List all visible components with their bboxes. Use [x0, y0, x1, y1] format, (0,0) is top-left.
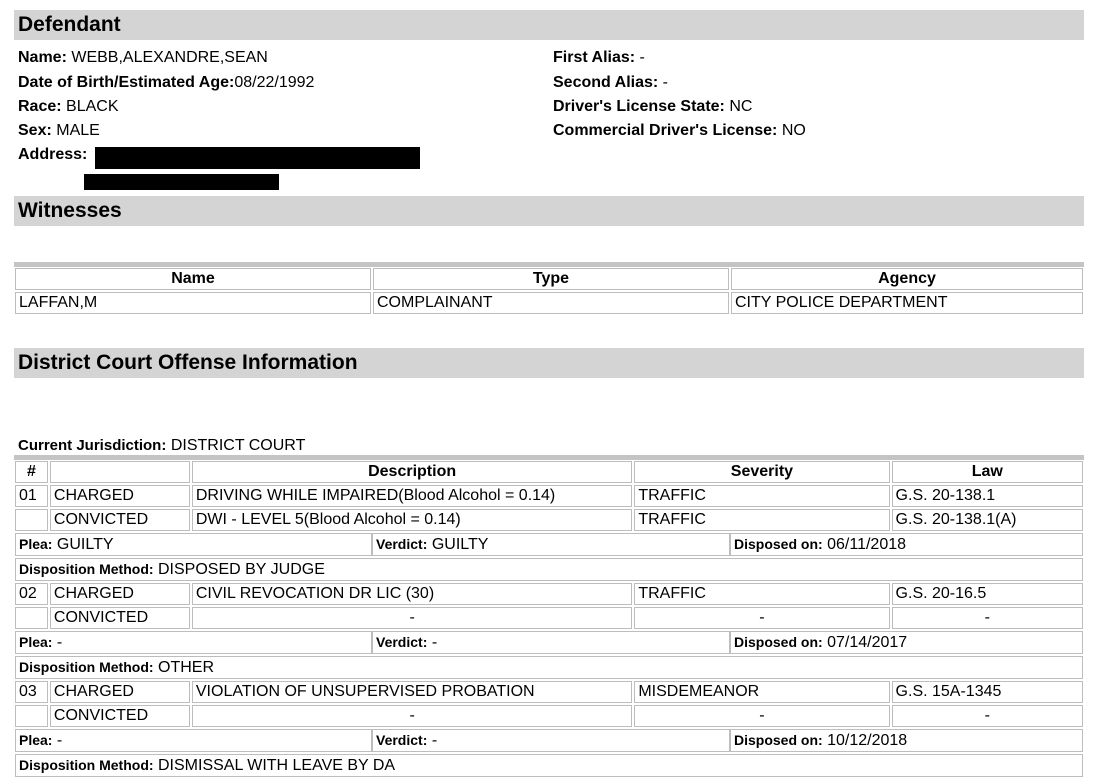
charged-label: CHARGED: [50, 583, 190, 605]
plea-verdict-cell: [15, 729, 1083, 752]
sex-label: Sex:: [18, 122, 52, 139]
col-header-status: [50, 461, 190, 483]
witness-name: LAFFAN,M: [15, 292, 371, 314]
plea-cell: [15, 729, 372, 752]
plea-cell: [15, 533, 372, 556]
plea-verdict-cell: [15, 631, 1083, 654]
convicted-law: G.S. 20-138.1(A): [892, 509, 1083, 531]
verdict-cell: [372, 729, 730, 752]
convicted-label: CONVICTED: [50, 509, 190, 531]
race-label: Race:: [18, 98, 62, 115]
convicted-severity: -: [634, 705, 889, 727]
plea-verdict-table: [15, 533, 1083, 556]
verdict-cell: [372, 533, 730, 556]
first-alias-label: First Alias:: [553, 49, 636, 66]
witness-table: [13, 266, 1085, 316]
jurisdiction-label: Current Jurisdiction:: [18, 437, 167, 454]
method-label: Disposition Method:: [19, 659, 154, 675]
col-header-num: #: [15, 461, 48, 483]
plea-value: -: [56, 634, 63, 651]
charged-description: VIOLATION OF UNSUPERVISED PROBATION: [192, 681, 632, 703]
plea-label: Plea:: [19, 634, 53, 650]
disposed-value: 10/12/2018: [827, 732, 908, 749]
col-header-name: Name: [15, 268, 371, 290]
offense-number: 03: [15, 681, 48, 703]
charged-law: G.S. 20-16.5: [892, 583, 1083, 605]
disposed-value: 06/11/2018: [827, 536, 907, 553]
method-value: OTHER: [158, 659, 214, 676]
col-header-type: Type: [373, 268, 729, 290]
jurisdiction-field: [18, 436, 305, 456]
name-value: WEBB,ALEXANDRE,SEAN: [71, 49, 268, 66]
charged-description: CIVIL REVOCATION DR LIC (30): [192, 583, 632, 605]
cdl-field: [553, 121, 806, 141]
disposed-cell: [730, 631, 1083, 654]
address-field: [18, 145, 87, 165]
dl-state-field: [553, 97, 752, 117]
disposed-label: Disposed on:: [734, 536, 823, 552]
method-value: DISMISSAL WITH LEAVE BY DA: [158, 757, 396, 774]
table-row: [15, 485, 1083, 507]
table-row: [15, 729, 1083, 752]
verdict-cell: [372, 631, 730, 654]
table-row: [15, 558, 1083, 581]
table-row: [15, 292, 1083, 314]
charged-severity: MISDEMEANOR: [634, 681, 889, 703]
sex-field: [18, 121, 100, 141]
table-row: [15, 509, 1083, 531]
address-redaction-1: [95, 147, 420, 169]
offense-number-blank: [15, 705, 48, 727]
offense-table: [13, 459, 1085, 779]
verdict-label: Verdict:: [376, 634, 428, 650]
verdict-label: Verdict:: [376, 536, 428, 552]
offense-number-blank: [15, 509, 48, 531]
defendant-heading: Defendant: [14, 10, 1084, 40]
verdict-value: -: [431, 732, 438, 749]
plea-label: Plea:: [19, 536, 53, 552]
offense-number-blank: [15, 607, 48, 629]
convicted-description: -: [192, 705, 632, 727]
name-field: [18, 48, 268, 68]
verdict-value: GUILTY: [431, 536, 489, 553]
plea-verdict-cell: [15, 533, 1083, 556]
second-alias-field: [553, 73, 668, 93]
plea-cell: [15, 631, 372, 654]
disposed-label: Disposed on:: [734, 732, 823, 748]
first-alias-value: -: [639, 49, 645, 66]
table-row: [15, 656, 1083, 679]
convicted-law: -: [892, 607, 1083, 629]
disposition-method-cell: [15, 558, 1083, 581]
plea-value: GUILTY: [56, 536, 114, 553]
offense-number: 01: [15, 485, 48, 507]
disposed-value: 07/14/2017: [827, 634, 908, 651]
disposition-method-cell: [15, 656, 1083, 679]
method-label: Disposition Method:: [19, 561, 154, 577]
disposed-cell: [730, 729, 1083, 752]
plea-verdict-table: [15, 631, 1083, 654]
table-row: [15, 754, 1083, 777]
col-header-law: Law: [892, 461, 1083, 483]
convicted-description: DWI - LEVEL 5(Blood Alcohol = 0.14): [192, 509, 632, 531]
offense-heading: District Court Offense Information: [14, 348, 1084, 378]
witnesses-heading: Witnesses: [14, 196, 1084, 226]
convicted-label: CONVICTED: [50, 705, 190, 727]
disposition-method-cell: [15, 754, 1083, 777]
disposed-label: Disposed on:: [734, 634, 823, 650]
verdict-label: Verdict:: [376, 732, 428, 748]
address-redaction-2: [84, 174, 279, 190]
plea-label: Plea:: [19, 732, 53, 748]
charged-description: DRIVING WHILE IMPAIRED(Blood Alcohol = 0.14): [192, 485, 632, 507]
dl-state-label: Driver's License State:: [553, 98, 725, 115]
cdl-value: NO: [781, 122, 806, 139]
col-header-agency: Agency: [731, 268, 1083, 290]
col-header-severity: Severity: [634, 461, 889, 483]
witness-header-row: [15, 268, 1083, 290]
charged-label: CHARGED: [50, 681, 190, 703]
name-label: Name:: [18, 49, 67, 66]
verdict-value: -: [431, 634, 438, 651]
charged-severity: TRAFFIC: [634, 485, 889, 507]
sex-value: MALE: [56, 122, 100, 139]
col-header-description: Description: [192, 461, 632, 483]
cdl-label: Commercial Driver's License:: [553, 122, 778, 139]
method-label: Disposition Method:: [19, 757, 154, 773]
dl-state-value: NC: [729, 98, 753, 115]
method-value: DISPOSED BY JUDGE: [158, 561, 325, 578]
table-row: [15, 533, 1083, 556]
charged-law: G.S. 20-138.1: [892, 485, 1083, 507]
address-label: Address:: [18, 146, 88, 163]
dob-field: [18, 73, 314, 93]
convicted-severity: TRAFFIC: [634, 509, 889, 531]
convicted-law: -: [892, 705, 1083, 727]
plea-value: -: [56, 732, 63, 749]
witness-type: COMPLAINANT: [373, 292, 729, 314]
convicted-description: -: [192, 607, 632, 629]
plea-verdict-table: [15, 729, 1083, 752]
dob-value: 08/22/1992: [234, 74, 315, 91]
second-alias-value: -: [662, 74, 668, 91]
offense-header-row: [15, 461, 1083, 483]
charged-severity: TRAFFIC: [634, 583, 889, 605]
table-row: [15, 705, 1083, 727]
dob-label: Date of Birth/Estimated Age:: [18, 74, 235, 91]
jurisdiction-value: DISTRICT COURT: [170, 437, 306, 454]
charged-label: CHARGED: [50, 485, 190, 507]
convicted-label: CONVICTED: [50, 607, 190, 629]
table-row: [15, 607, 1083, 629]
disposed-cell: [730, 533, 1083, 556]
second-alias-label: Second Alias:: [553, 74, 659, 91]
table-row: [15, 681, 1083, 703]
first-alias-field: [553, 48, 645, 68]
charged-law: G.S. 15A-1345: [892, 681, 1083, 703]
witness-agency: CITY POLICE DEPARTMENT: [731, 292, 1083, 314]
offense-number: 02: [15, 583, 48, 605]
table-row: [15, 631, 1083, 654]
table-row: [15, 583, 1083, 605]
race-value: BLACK: [66, 98, 119, 115]
race-field: [18, 97, 119, 117]
convicted-severity: -: [634, 607, 889, 629]
